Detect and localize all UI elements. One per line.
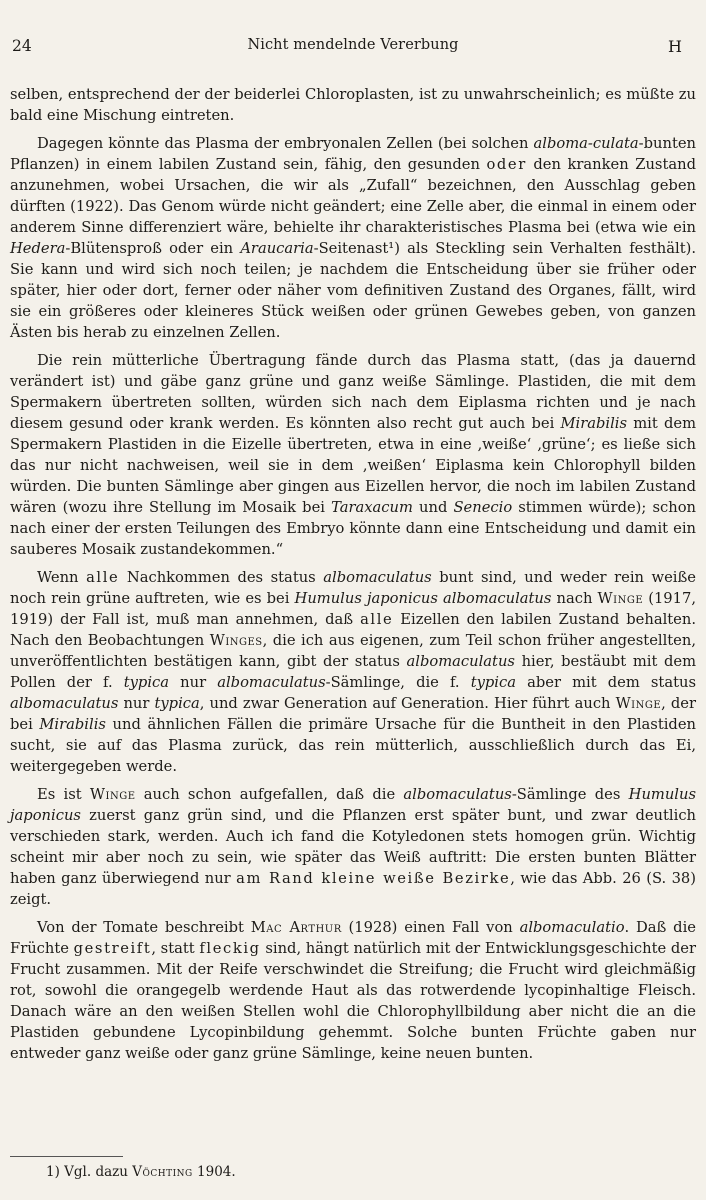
text-run: , und zwar Generation auf Generation. Hier führt auch: [199, 695, 616, 712]
spaced-emphasis: alle: [360, 611, 394, 628]
text-run: Von der Tomate beschreibt: [37, 919, 251, 936]
text-run: hier, bestäubt mit dem Pollen der f.: [10, 653, 697, 691]
italic-term: albomaculatus: [406, 653, 515, 670]
text-run: Es ist: [37, 786, 90, 803]
text-run: Nachkommen des status: [119, 569, 324, 586]
section-letter: H: [668, 37, 682, 56]
text-run: , der bei: [10, 695, 697, 733]
text-run: und: [412, 499, 454, 516]
italic-term: Humulus japonicus: [10, 786, 696, 824]
text-run: (1917, 1919) der Fall ist, muß man annehmen, daß: [10, 590, 696, 628]
footnote-rule: [10, 1156, 123, 1157]
italic-term: albomaculatus: [323, 569, 432, 586]
paragraph: [10, 784, 696, 910]
text-run: -Blütensproß oder ein: [65, 240, 241, 257]
paragraph: [10, 350, 696, 560]
text-run: auch schon aufgefallen, daß die: [135, 786, 404, 803]
author-name: Vöchting: [132, 1164, 193, 1180]
text-run: , wie das Abb. 26 (S. 38) zeigt.: [10, 870, 697, 908]
spaced-emphasis: oder: [486, 156, 527, 173]
paragraph: [10, 84, 696, 126]
text-run: (1928) einen Fall von: [341, 919, 520, 936]
text-run: Eizellen den labilen Zustand behalten. Nach den Beobachtungen: [10, 611, 696, 649]
text-run: -bunten Pflanzen) in einem labilen Zustand sein, fähig, den gesunden: [10, 135, 696, 173]
text-run: nur: [118, 695, 155, 712]
text-run: . Daß die Früchte: [10, 919, 696, 957]
text-run: mit dem Spermakern Plastiden in die Eizelle übertreten, etwa in eine ‚weiße‘ ‚grüne‘; es ließe sich das nur nicht nachweisen, weil sie in dem ‚weißen‘ Eiplasma kein Chlorophyll bilden würden. Die bunten Sämlinge aber gingen aus Eizellen hervor, die noch im labilen Zustand wären (wozu ihre Stellung im Mosaik bei: [10, 415, 696, 516]
italic-term: albomaculatus: [10, 695, 119, 712]
italic-term: Senecio: [453, 499, 513, 516]
spaced-emphasis: am Rand kleine weiße Bezirke: [236, 870, 511, 887]
text-run: sind, hängt natürlich mit der Entwicklungsgeschichte der Frucht zusammen. Mit der Reife verschwindet die Streifung; die Frucht wird gleichmäßig rot, sowohl die orangegelb werdende Haut als das rotwerdende lycopinhaltige Fleisch. Danach wäre an den weißen Stellen wohl die Chlorophyllbildung aber nicht die an die Plastiden gebundene Lycopinbildung gehemmt. Solche bunten Früchte gaben nur entweder ganz weiße oder ganz grüne Sämlinge, keine neuen bunten.: [10, 940, 696, 1062]
italic-term: typica: [123, 674, 170, 691]
text-run: bunt sind, und weder rein weiße noch rein grüne auftreten, wie es bei: [10, 569, 696, 607]
author-name: Winge: [615, 695, 662, 712]
italic-term: albomaculatio: [519, 919, 625, 936]
spaced-emphasis: gestreift: [73, 940, 152, 957]
body-text: [10, 84, 696, 1071]
italic-term: albomaculatus: [217, 674, 326, 691]
text-run: zuerst ganz grün sind, und die Pflanzen erst später bunt, und zwar deutlich verschieden stark, werden. Auch ich fand die Kotyledonen stets homogen grün. Wichtig scheint mir aber noch zu sein, wie später das Weiß auftritt: Die ersten bunten Blätter haben ganz überwiegend nur: [10, 807, 696, 887]
italic-term: typica: [154, 695, 200, 712]
text-run: Wenn: [37, 569, 87, 586]
italic-term: Mirabilis: [560, 415, 628, 432]
italic-term: Hedera: [10, 240, 66, 257]
text-run: aber mit dem status: [516, 674, 696, 691]
author-name: Winge: [89, 786, 136, 803]
paragraph: [10, 133, 696, 343]
text-run: selben, entsprechend der der beiderlei Chloroplasten, ist zu unwahrscheinlich; es müßte zu bald eine Mischung eintreten.: [10, 86, 696, 124]
text-run: , die ich aus eigenen, zum Teil schon früher angestellten, unveröffentlichten bestätigen kann, gibt der status: [10, 632, 696, 670]
italic-term: albomaculatus: [403, 786, 512, 803]
paragraph: [10, 917, 696, 1064]
text-run: den kranken Zustand anzunehmen, wobei Ursachen, die wir als „Zufall“ bezeichnen, den Ausschlag geben dürften (1922). Das Genom würde nicht geändert; eine Zelle aber, die einmal in einem oder anderem Sinne differenziert wäre, behielte ihr charakteristisches Plasma bei (etwa wie ein: [10, 156, 696, 236]
text-run: -Sämlinge, die f.: [325, 674, 471, 691]
page-number: 24: [12, 37, 32, 55]
italic-term: typica: [470, 674, 516, 691]
text-run: 1) Vgl. dazu: [46, 1164, 133, 1180]
text-run: , statt: [151, 940, 200, 957]
spaced-emphasis: alle: [86, 569, 120, 586]
italic-term: Mirabilis: [39, 716, 106, 733]
author-name: Winge: [597, 590, 644, 607]
paragraph: [10, 567, 696, 777]
italic-term: alboma-culata: [533, 135, 639, 152]
running-title: Nicht mendelnde Vererbung: [247, 37, 459, 53]
italic-term: Araucaria: [240, 240, 314, 257]
text-run: nur: [169, 674, 218, 691]
footnote: [46, 1163, 236, 1181]
text-run: Die rein mütterliche Übertragung fände durch das Plasma statt, (das ja dauernd verändert ist) und gäbe ganz grüne und ganz weiße Sämlinge. Plastiden, die mit dem Spermakern übertreten sollten, würden sich nach dem Eiplasma richten und je nach diesem gesund oder krank werden. Es könnten also recht gut auch bei: [10, 352, 696, 432]
italic-term: Taraxacum: [331, 499, 413, 516]
text-run: -Seitenast¹) als Steckling sein Verhalten festhält). Sie kann und wird sich noch teilen; je nachdem die Entscheidung über sie früher oder später, hier oder dort, ferner oder näher vom definitiven Zustand des Organes, fällt, wird sie ein größeres oder kleineres Stück weißen oder grünen Gewebes geben, von ganzen Ästen bis herab zu einzelnen Zellen.: [10, 240, 696, 341]
spaced-emphasis: fleckig: [199, 940, 261, 957]
text-run: stimmen würde); schon nach einer der ersten Teilungen des Embryo könnte dann eine Entscheidung und damit ein sauberes Mosaik zustandekommen.“: [10, 499, 696, 558]
text-run: 1904.: [192, 1164, 236, 1180]
author-name: Winges: [209, 632, 263, 649]
text-run: Dagegen könnte das Plasma der embryonalen Zellen (bei solchen: [37, 135, 534, 152]
author-name: Mac Arthur: [250, 919, 342, 936]
text-run: -Sämlinge des: [511, 786, 629, 803]
text-run: nach: [551, 590, 598, 607]
text-run: und ähnlichen Fällen die primäre Ursache für die Buntheit in den Plastiden sucht, sie auf das Plasma zurück, das rein mütterlich, ausschließlich durch das Ei, weitergegeben werde.: [10, 716, 696, 775]
italic-term: Humulus japonicus albomaculatus: [294, 590, 552, 607]
page-header: [12, 37, 694, 59]
